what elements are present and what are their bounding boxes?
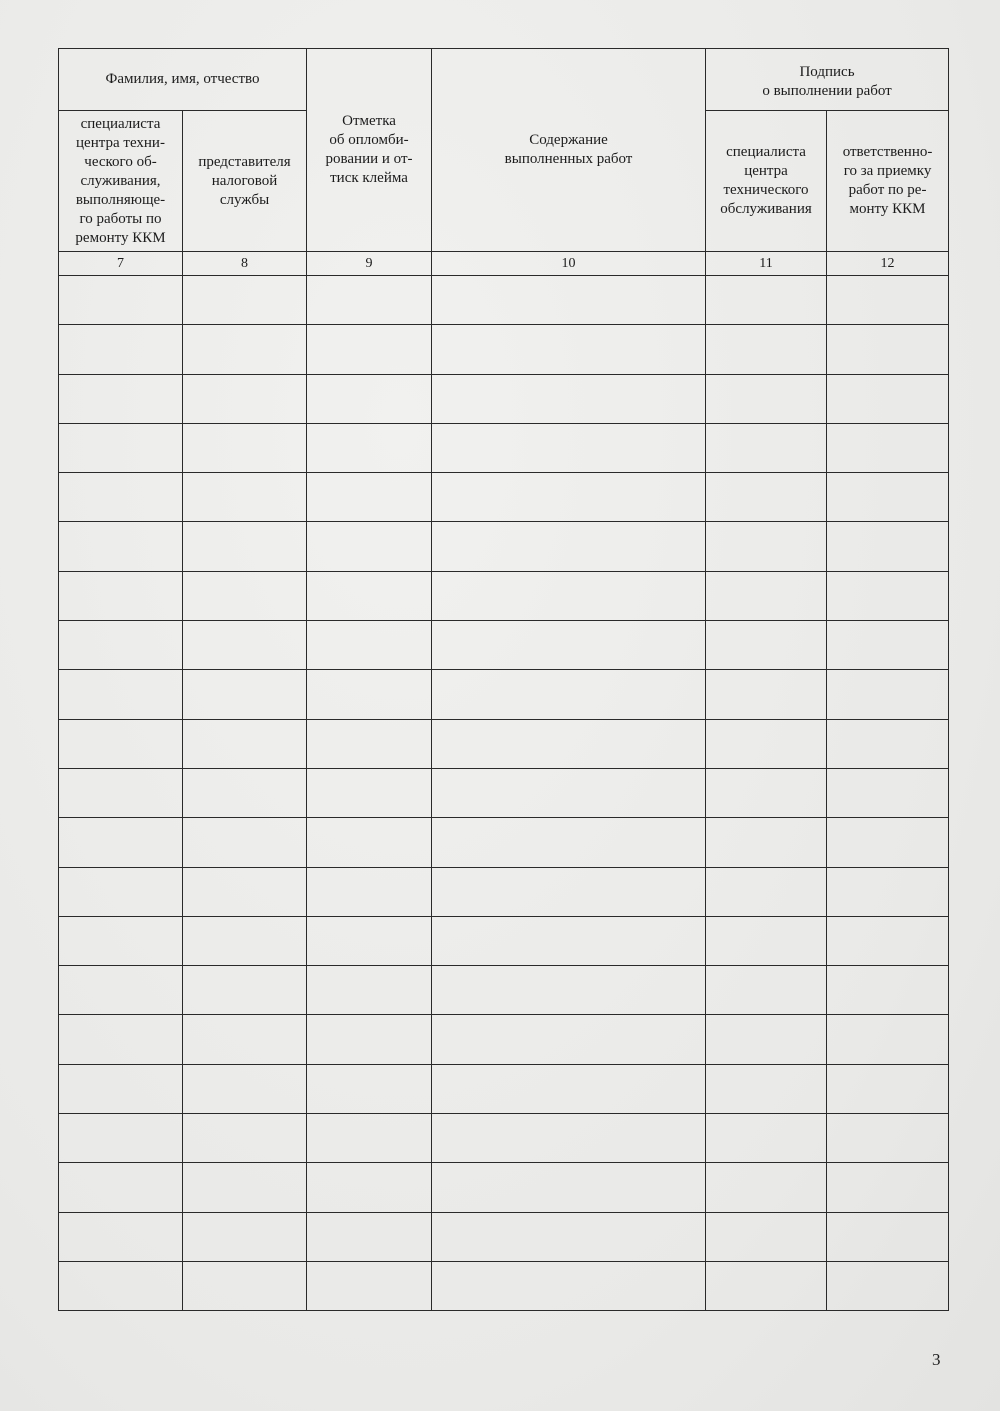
blank-cell[interactable]: [307, 1212, 432, 1261]
blank-cell[interactable]: [432, 1212, 706, 1261]
blank-cell[interactable]: [307, 1114, 432, 1163]
table-row: [59, 818, 949, 867]
blank-cell[interactable]: [432, 670, 706, 719]
blank-cell[interactable]: [183, 1114, 307, 1163]
blank-cell[interactable]: [59, 670, 183, 719]
blank-cell[interactable]: [183, 374, 307, 423]
blank-cell[interactable]: [59, 1163, 183, 1212]
blank-cell[interactable]: [307, 916, 432, 965]
table-row: [59, 374, 949, 423]
blank-cell[interactable]: [59, 916, 183, 965]
blank-cell[interactable]: [183, 423, 307, 472]
blank-cell[interactable]: [706, 522, 827, 571]
table-row: [59, 522, 949, 571]
blank-cell[interactable]: [706, 670, 827, 719]
column-number: 10: [432, 252, 706, 276]
blank-cell[interactable]: [432, 621, 706, 670]
blank-cell[interactable]: [432, 1261, 706, 1310]
blank-cell[interactable]: [706, 571, 827, 620]
table-row: [59, 1064, 949, 1113]
blank-cell[interactable]: [432, 916, 706, 965]
blank-cell[interactable]: [827, 966, 949, 1015]
blank-cell[interactable]: [59, 966, 183, 1015]
repair-journal-table: [58, 48, 949, 1311]
blank-cell[interactable]: [827, 621, 949, 670]
blank-cell[interactable]: [827, 768, 949, 817]
column-number: 7: [59, 252, 183, 276]
blank-cell[interactable]: [827, 374, 949, 423]
blank-cell[interactable]: [706, 1212, 827, 1261]
header-row-1: [59, 49, 949, 111]
table-row: [59, 571, 949, 620]
blank-cell[interactable]: [827, 719, 949, 768]
blank-cell[interactable]: [59, 621, 183, 670]
blank-cell[interactable]: [706, 374, 827, 423]
table-row: [59, 916, 949, 965]
table-row: [59, 768, 949, 817]
blank-cell[interactable]: [307, 1261, 432, 1310]
blank-cell[interactable]: [59, 276, 183, 325]
blank-cell[interactable]: [827, 276, 949, 325]
blank-cell[interactable]: [307, 867, 432, 916]
table-row: [59, 1114, 949, 1163]
page-number: 3: [932, 1350, 941, 1369]
blank-cell[interactable]: [432, 374, 706, 423]
table-row: [59, 621, 949, 670]
blank-cell[interactable]: [432, 719, 706, 768]
table-row: [59, 966, 949, 1015]
sign-specialist-header: [706, 111, 827, 252]
blank-cell[interactable]: [183, 768, 307, 817]
blank-cell[interactable]: [59, 1064, 183, 1113]
table-row: [59, 423, 949, 472]
column-number: 8: [183, 252, 307, 276]
blank-cell[interactable]: [183, 867, 307, 916]
blank-cell[interactable]: [59, 423, 183, 472]
blank-cell[interactable]: [827, 1064, 949, 1113]
tax-rep-label: представителя налоговой службы: [198, 153, 291, 208]
sign-responsible-header: [827, 111, 949, 252]
blank-cell[interactable]: [432, 768, 706, 817]
blank-cell[interactable]: [432, 966, 706, 1015]
blank-cell[interactable]: [183, 522, 307, 571]
blank-cell[interactable]: [307, 1163, 432, 1212]
blank-cell[interactable]: [307, 423, 432, 472]
blank-cell[interactable]: [432, 522, 706, 571]
blank-cell[interactable]: [827, 1114, 949, 1163]
blank-cell[interactable]: [59, 1261, 183, 1310]
signature-group-label: Подпись о выполнении работ: [762, 63, 892, 99]
tax-rep-header: [183, 111, 307, 252]
blank-cell[interactable]: [183, 473, 307, 522]
table-row: [59, 473, 949, 522]
blank-cell[interactable]: [432, 818, 706, 867]
blank-cell[interactable]: [432, 867, 706, 916]
specialist-ctc-header: [59, 111, 183, 252]
blank-cell[interactable]: [706, 423, 827, 472]
table-row: [59, 670, 949, 719]
fio-group-header: [59, 49, 307, 111]
table-row: [59, 276, 949, 325]
blank-cell[interactable]: [307, 473, 432, 522]
blank-cell[interactable]: [706, 1064, 827, 1113]
work-content-label: Содержание выполненных работ: [504, 132, 633, 167]
blank-cell[interactable]: [432, 1015, 706, 1064]
blank-cell[interactable]: [59, 473, 183, 522]
sign-responsible-label: ответственно- го за приемку работ по ре- монту ККМ: [842, 144, 933, 217]
table-row: [59, 325, 949, 374]
blank-cell[interactable]: [706, 1261, 827, 1310]
blank-cell[interactable]: [827, 1212, 949, 1261]
blank-cell[interactable]: [432, 473, 706, 522]
blank-cell[interactable]: [706, 325, 827, 374]
seal-mark-label: Отметка об опломби- ровании и от- тиск клейма: [325, 113, 413, 186]
table-row: [59, 867, 949, 916]
table-row: [59, 719, 949, 768]
blank-cell[interactable]: [827, 1261, 949, 1310]
table-row: [59, 1163, 949, 1212]
blank-cell[interactable]: [307, 719, 432, 768]
blank-cell[interactable]: [307, 1015, 432, 1064]
blank-cell[interactable]: [59, 571, 183, 620]
seal-mark-header: [307, 49, 432, 252]
blank-cell[interactable]: [706, 1163, 827, 1212]
table-row: [59, 1015, 949, 1064]
blank-cell[interactable]: [827, 522, 949, 571]
blank-cell[interactable]: [307, 374, 432, 423]
blank-cell[interactable]: [432, 1064, 706, 1113]
blank-cell[interactable]: [59, 867, 183, 916]
blank-cell[interactable]: [706, 276, 827, 325]
blank-cell[interactable]: [827, 818, 949, 867]
blank-cell[interactable]: [183, 571, 307, 620]
column-number: 9: [307, 252, 432, 276]
blank-cell[interactable]: [307, 571, 432, 620]
blank-cell[interactable]: [183, 966, 307, 1015]
blank-cell[interactable]: [706, 1015, 827, 1064]
blank-cell[interactable]: [183, 325, 307, 374]
blank-cell[interactable]: [307, 522, 432, 571]
blank-cell[interactable]: [307, 276, 432, 325]
table-row: [59, 1212, 949, 1261]
signature-group-header: [706, 49, 949, 111]
blank-cell[interactable]: [183, 818, 307, 867]
blank-cell[interactable]: [432, 571, 706, 620]
blank-cell[interactable]: [59, 1015, 183, 1064]
blank-cell[interactable]: [827, 423, 949, 472]
blank-cell[interactable]: [706, 867, 827, 916]
table-row: [59, 1261, 949, 1310]
blank-cell[interactable]: [432, 1163, 706, 1212]
blank-cell[interactable]: [183, 621, 307, 670]
blank-cell[interactable]: [59, 719, 183, 768]
column-number: 11: [706, 252, 827, 276]
blank-cell[interactable]: [307, 621, 432, 670]
blank-cell[interactable]: [307, 1064, 432, 1113]
blank-cell[interactable]: [59, 374, 183, 423]
blank-cell[interactable]: [827, 571, 949, 620]
blank-cell[interactable]: [706, 966, 827, 1015]
blank-cell[interactable]: [183, 719, 307, 768]
blank-cell[interactable]: [706, 473, 827, 522]
blank-cell[interactable]: [307, 818, 432, 867]
blank-cell[interactable]: [183, 916, 307, 965]
blank-cell[interactable]: [307, 768, 432, 817]
blank-cell[interactable]: [59, 818, 183, 867]
blank-cell[interactable]: [432, 423, 706, 472]
blank-cell[interactable]: [706, 768, 827, 817]
blank-cell[interactable]: [706, 916, 827, 965]
blank-cell[interactable]: [706, 621, 827, 670]
blank-cell[interactable]: [183, 1015, 307, 1064]
blank-cell[interactable]: [183, 276, 307, 325]
blank-cell[interactable]: [59, 325, 183, 374]
blank-cell[interactable]: [706, 818, 827, 867]
blank-cell[interactable]: [183, 1261, 307, 1310]
blank-cell[interactable]: [59, 522, 183, 571]
blank-cell[interactable]: [59, 1212, 183, 1261]
blank-cell[interactable]: [183, 1212, 307, 1261]
fio-group-label: Фамилия, имя, отчество: [105, 71, 260, 87]
blank-cell[interactable]: [59, 768, 183, 817]
sign-specialist-label: специалиста центра технического обслуживания: [720, 144, 812, 217]
blank-cell[interactable]: [432, 276, 706, 325]
blank-cell[interactable]: [307, 966, 432, 1015]
blank-cell[interactable]: [827, 473, 949, 522]
blank-cell[interactable]: [827, 325, 949, 374]
specialist-ctc-label: специалиста центра техни- ческого об- служивания, выполняюще- го работы по ремонту ККМ: [75, 115, 166, 246]
blank-cell[interactable]: [307, 670, 432, 719]
blank-cell[interactable]: [706, 1114, 827, 1163]
blank-cell[interactable]: [827, 1015, 949, 1064]
work-content-header: [432, 49, 706, 252]
blank-cell[interactable]: [307, 325, 432, 374]
column-number: 12: [827, 252, 949, 276]
blank-cell[interactable]: [183, 1064, 307, 1113]
blank-cell[interactable]: [432, 325, 706, 374]
blank-cell[interactable]: [432, 1114, 706, 1163]
blank-cell[interactable]: [827, 867, 949, 916]
blank-cell[interactable]: [706, 719, 827, 768]
blank-cell[interactable]: [59, 1114, 183, 1163]
blank-cell[interactable]: [827, 1163, 949, 1212]
blank-cell[interactable]: [827, 670, 949, 719]
blank-cell[interactable]: [183, 670, 307, 719]
blank-cell[interactable]: [827, 916, 949, 965]
column-number-row: [59, 252, 949, 276]
blank-cell[interactable]: [183, 1163, 307, 1212]
